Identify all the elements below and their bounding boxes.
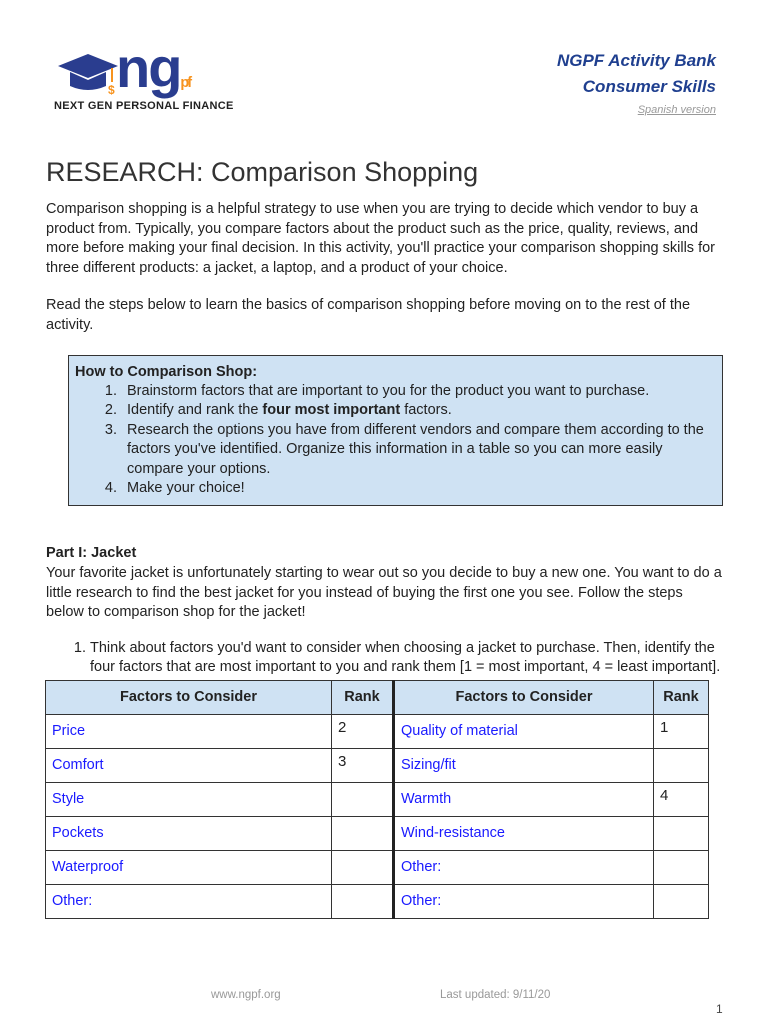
factor-cell: Warmth: [394, 782, 654, 816]
factor-cell: Waterproof: [46, 850, 332, 884]
col-header-rank: Rank: [332, 680, 394, 714]
rank-input[interactable]: 1: [654, 714, 709, 748]
factor-cell: Pockets: [46, 816, 332, 850]
how-to-step: 4. Make your choice!: [121, 479, 716, 498]
activity-bank-label: NGPF Activity Bank: [556, 51, 716, 70]
part1-step: 1. Think about factors you'd want to consider when choosing a jacket to purchase. Then, identify the four factors that are most important to you and rank them [1 = most important, 4 = least important].: [90, 639, 722, 678]
factor-cell: Sizing/fit: [394, 748, 654, 782]
rank-input[interactable]: 3: [332, 748, 394, 782]
rank-input[interactable]: [332, 850, 394, 884]
factor-cell: Price: [46, 714, 332, 748]
spanish-version-link[interactable]: Spanish version: [637, 104, 716, 116]
how-to-step: 2. Identify and rank the four most important factors.: [121, 401, 716, 420]
rank-input[interactable]: [654, 816, 709, 850]
factor-cell: Other:: [46, 884, 332, 918]
rank-input[interactable]: 4: [654, 782, 709, 816]
factor-cell: Other:: [394, 884, 654, 918]
table-row: [46, 714, 709, 748]
page-content: [46, 156, 722, 919]
intro-paragraph-2: Read the steps below to learn the basics of comparison shopping before moving on to the rest of the activity.: [46, 297, 691, 333]
factor-cell: Comfort: [46, 748, 332, 782]
factor-cell: Wind-resistance: [394, 816, 654, 850]
how-to-box: [68, 355, 723, 507]
table-row: [46, 884, 709, 918]
how-to-title: How to Comparison Shop:: [75, 363, 258, 380]
col-header-rank: Rank: [654, 680, 709, 714]
logo: ngpf: [116, 36, 191, 99]
category-label: Consumer Skills: [582, 77, 716, 96]
part1-text: Your favorite jacket is unfortunately starting to wear out so you decide to buy a new one. You want to do a little research to find the best jacket for you instead of buying the first one you see. Follow the steps below to comparison shop for the jacket!: [46, 565, 722, 621]
table-row: [46, 816, 709, 850]
logo-tagline: NEXT GEN PERSONAL FINANCE: [54, 100, 234, 112]
factor-cell: Other:: [394, 850, 654, 884]
rank-input[interactable]: [332, 782, 394, 816]
col-header-factor: Factors to Consider: [46, 680, 332, 714]
table-row: [46, 782, 709, 816]
col-header-factor: Factors to Consider: [394, 680, 654, 714]
rank-input[interactable]: [332, 816, 394, 850]
rank-input[interactable]: [654, 850, 709, 884]
page-title: RESEARCH: Comparison Shopping: [46, 157, 479, 187]
page-number: 1: [716, 1002, 723, 1016]
rank-input[interactable]: [332, 884, 394, 918]
header-titles: [557, 48, 716, 100]
how-to-step: 3. Research the options you have from different vendors and compare them according to the factors you've identified. Organize this information in a table so you can more easily compare your options.: [121, 421, 716, 479]
graduation-cap-icon: [56, 52, 118, 96]
factor-cell: Quality of material: [394, 714, 654, 748]
svg-text:$: $: [108, 83, 115, 96]
rank-input[interactable]: [654, 748, 709, 782]
footer-updated: Last updated: 9/11/20: [440, 989, 551, 1001]
rank-input[interactable]: 2: [332, 714, 394, 748]
factors-table: [45, 680, 709, 919]
intro-paragraph: Comparison shopping is a helpful strategy to use when you are trying to decide which vendor to buy a product from. Typically, you compare factors about the product such as the price, quality, reviews, and more before making your final decision. In this activity, you'll practice your comparison shopping skills for three different products: a jacket, a laptop, and a product of your choice.: [46, 201, 715, 276]
part1-heading: Part I: Jacket: [46, 545, 137, 562]
table-row: [46, 748, 709, 782]
factor-cell: Style: [46, 782, 332, 816]
footer-site: www.ngpf.org: [211, 989, 281, 1001]
rank-input[interactable]: [654, 884, 709, 918]
how-to-step: 1. Brainstorm factors that are important to you for the product you want to purchase.: [121, 382, 716, 401]
table-row: [46, 850, 709, 884]
